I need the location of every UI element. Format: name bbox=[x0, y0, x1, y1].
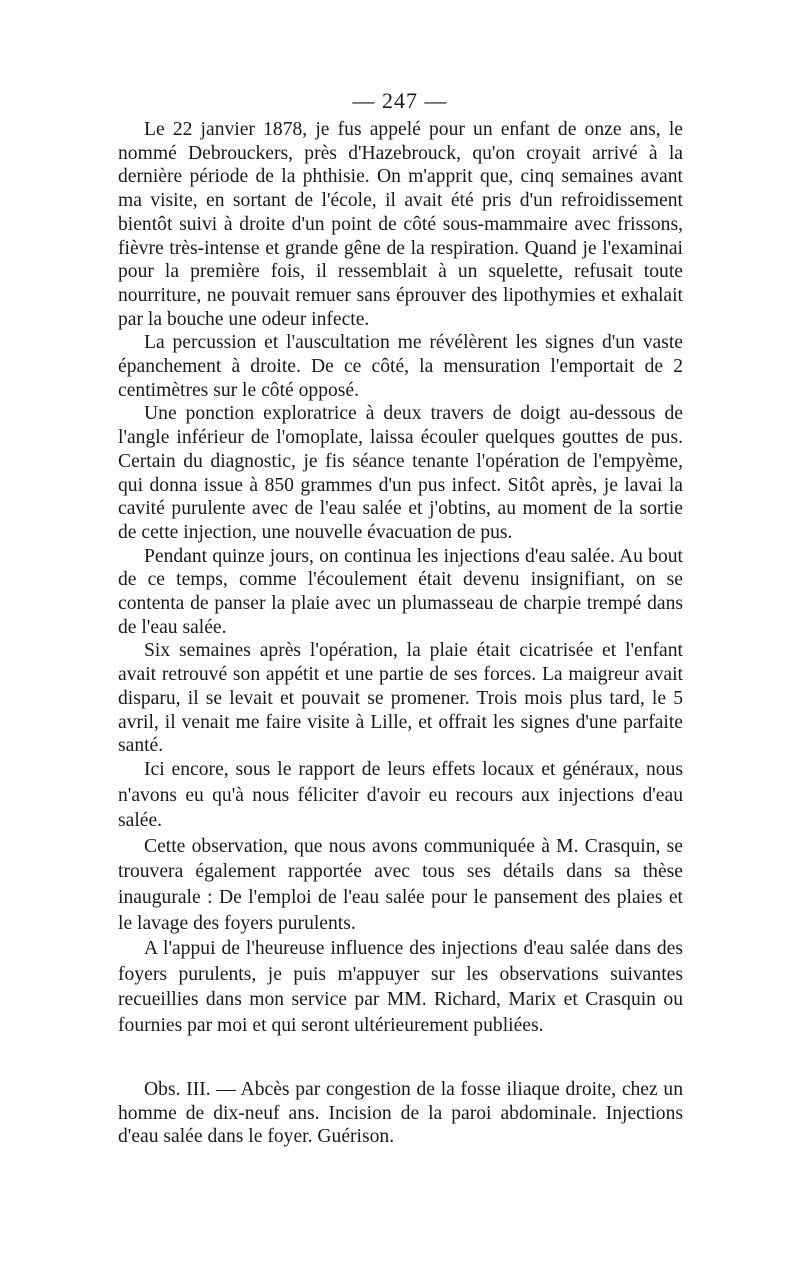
commentary-paragraph-3: A l'appui de l'heureuse influence des injections d'eau salée dans des foyers purulents, je puis m'appuyer sur les observations suivantes recueillies dans mon service par MM. Richard, Marix et Crasquin ou fournies par moi et qui seront ultérieurement publiées. bbox=[118, 938, 683, 1036]
commentary-paragraph-1: Ici encore, sous le rapport de leurs effets locaux et généraux, nous n'avons eu qu'à nous féliciter d'avoir eu recours aux injections d'eau salée. bbox=[118, 759, 683, 832]
case-paragraph-1: Le 22 janvier 1878, je fus appelé pour un enfant de onze ans, le nommé Debrouckers, près d'Hazebrouck, qu'on croyait arrivé à la dernière période de la phthisie. On m'apprit que, cinq semaines avant ma visite, en sortant de l'école, il avait été pris d'un refroidissement bientôt suivi à droite d'un point de côté sous-mammaire avec frissons, fièvre très-intense et grande gêne de la respiration. Quand je l'examinai pour la première fois, il ressemblait à un squelette, refusait toute nourriture, ne pouvait remuer sans éprouver des lipothymies et exhalait par la bouche une odeur infecte. bbox=[118, 119, 683, 330]
commentary-paragraph-2: Cette observation, que nous avons communiquée à M. Crasquin, se trouvera également rapportée avec tous ses détails dans sa thèse inaugurale : De l'emploi de l'eau salée pour le pansement des plaies et le lavage des foyers purulents. bbox=[118, 835, 683, 934]
case-paragraph-4: Pendant quinze jours, on continua les injections d'eau salée. Au bout de ce temps, comme l'écoulement était devenu insignifiant, on se contenta de panser la plaie avec un plumasseau de charpie trempé dans de l'eau salée. bbox=[118, 545, 683, 638]
observation-heading-block bbox=[118, 1078, 683, 1149]
observation-heading: Obs. III. — Abcès par congestion de la fosse iliaque droite, chez un homme de dix-neuf ans. Incision de la paroi abdominale. Injections d'eau salée dans le foyer. Guérison. bbox=[118, 1079, 683, 1147]
case-paragraph-5: Six semaines après l'opération, la plaie était cicatrisée et l'enfant avait retrouvé son appétit et une partie de ses forces. La maigreur avait disparu, il se levait et pouvait se promener. Trois mois plus tard, le 5 avril, il venait me faire visite à Lille, et offrait les signes d'une parfaite santé. bbox=[118, 640, 683, 757]
case-paragraph-3: Une ponction exploratrice à deux travers de doigt au-dessous de l'angle inférieur de l'omoplate, laissa écouler quelques gouttes de pus. Certain du diagnostic, je fis séance tenante l'opération de l'empyème, qui donna issue à 850 grammes d'un pus infect. Sitôt après, je lavai la cavité purulente avec de l'eau salée et j'obtins, au moment de la sortie de cette injection, une nouvelle évacuation de pus. bbox=[118, 403, 683, 543]
case-paragraph-2: La percussion et l'auscultation me révélèrent les signes d'un vaste épanchement à droite. De ce côté, la mensuration l'emportait de 2 centimètres sur le côté opposé. bbox=[118, 332, 683, 401]
case-report bbox=[118, 118, 683, 758]
page-number: — 247 — bbox=[352, 88, 448, 113]
commentary bbox=[118, 757, 683, 1039]
